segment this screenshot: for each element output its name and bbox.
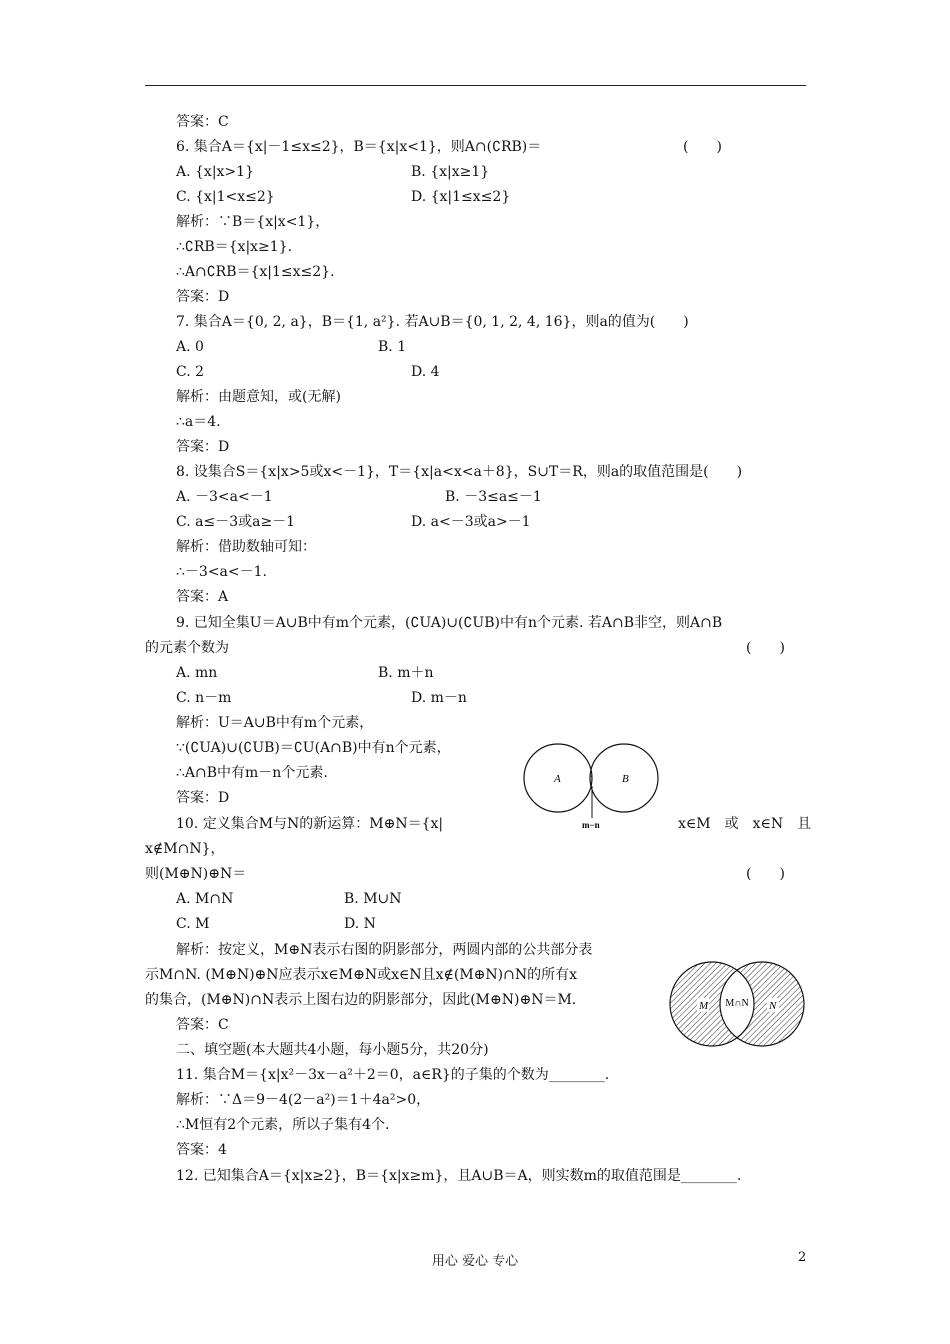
text-line: 则(M⊕N)⊕N＝ — [145, 866, 247, 882]
text-line: ∴－3<a<－1. — [176, 564, 267, 580]
text-line: B. 1 — [378, 339, 407, 355]
text-line: ( ) — [746, 866, 785, 882]
text-line: 9. 已知全集U＝A∪B中有m个元素，(∁UA)∪(∁UB)中有n个元素. 若A∩B非空，则A∩B — [176, 615, 723, 631]
text-line: A. 0 — [176, 339, 204, 355]
text-line: 12. 已知集合A＝{x|x≥2}，B＝{x|x≥m}，且A∪B＝A，则实数m的取值范围是________. — [176, 1168, 742, 1184]
text-line: 解析：由题意知，或(无解) — [176, 389, 341, 405]
text-line: 解析：借助数轴可知： — [176, 539, 316, 555]
text-line: B. {x|x≥1} — [411, 164, 490, 180]
text-line: 10. 定义集合M与N的新运算：M⊕N＝{x| — [176, 816, 444, 832]
text-line: 的集合，(M⊕N)∩N表示上图右边的阴影部分，因此(M⊕N)⊕N＝M. — [145, 992, 577, 1008]
text-line: 的元素个数为 — [145, 640, 229, 656]
venn-diagram-9 — [522, 738, 672, 830]
text-line: C. {x|1<x≤2} — [176, 189, 275, 205]
text-line: 8. 设集合S＝{x|x>5或x<－1}，T＝{x|a<x<a＋8}，S∪T＝R，则a的取值范围是( ) — [176, 464, 743, 480]
text-line: 解析：∵B＝{x|x<1}， — [176, 214, 330, 230]
venn-label-b: B — [622, 773, 629, 785]
text-line: 解析：∵Δ＝9－4(2－a²)＝1＋4a²>0， — [176, 1092, 431, 1108]
text-line: B. M∪N — [344, 891, 402, 907]
text-line: 答案：D — [176, 790, 230, 806]
text-line: D. N — [344, 916, 376, 932]
header-rule — [145, 85, 806, 86]
text-line: C. n－m — [176, 690, 232, 706]
text-line: 7. 集合A＝{0, 2, a}，B＝{1, a²}. 若A∪B＝{0, 1, 2, 4, 16}，则a的值为( ) — [176, 314, 689, 330]
text-line: C. a≤－3或a≥－1 — [176, 514, 296, 530]
text-line: ∴a＝4. — [176, 414, 221, 430]
text-line: 解析：按定义，M⊕N表示右图的阴影部分，两圆内部的公共部分表 — [176, 942, 593, 958]
venn-label-mn: M∩N — [725, 998, 749, 1009]
text-line: ∴A∩∁RB＝{x|1≤x≤2}. — [176, 264, 335, 280]
venn-label-a: A — [554, 773, 561, 785]
text-line: x∈M 或 x∈N 且 — [678, 816, 812, 832]
footer-text: 用心 爱心 专心 — [431, 1254, 519, 1269]
text-line: 答案：D — [176, 439, 230, 455]
venn-label-m-n: m−n — [582, 820, 600, 830]
text-line: ∴M恒有2个元素，所以子集有4个. — [176, 1117, 390, 1133]
text-line: D. m－n — [411, 690, 467, 706]
text-line: ∵(∁UA)∪(∁UB)＝∁U(A∩B)中有n个元素， — [176, 740, 451, 756]
text-line: C. M — [176, 916, 210, 932]
text-line: B. －3≤a≤－1 — [445, 489, 542, 505]
text-line: A. M∩N — [176, 891, 234, 907]
text-line: 答案：4 — [176, 1142, 227, 1158]
page-number: 2 — [798, 1250, 807, 1265]
text-line: ∴∁RB＝{x|x≥1}. — [176, 239, 293, 255]
text-line: B. m＋n — [378, 665, 434, 681]
venn-diagram-10 — [667, 961, 807, 1047]
text-line: D. {x|1≤x≤2} — [411, 189, 511, 205]
text-line: 11. 集合M＝{x|x²－3x－a²＋2＝0，a∈R}的子集的个数为________. — [176, 1067, 610, 1083]
text-line: A. {x|x>1} — [176, 164, 254, 180]
text-line: x∉M∩N}， — [145, 841, 225, 857]
text-line: 二、填空题(本大题共4小题，每小题5分，共20分) — [176, 1042, 489, 1058]
text-line: D. 4 — [411, 364, 440, 380]
text-line: 示M∩N. (M⊕N)⊕N应表示x∈M⊕N或x∈N且x∉(M⊕N)∩N的所有x — [145, 967, 577, 983]
text-line: 6. 集合A＝{x|－1≤x≤2}，B＝{x|x<1}，则A∩(∁RB)＝ — [176, 139, 542, 155]
text-line: 答案：A — [176, 589, 229, 605]
text-line: A. mn — [176, 665, 218, 681]
venn-label-n: N — [769, 1000, 777, 1012]
text-line: 答案：C — [176, 114, 229, 130]
text-line: ( ) — [746, 640, 785, 656]
text-line: ∴A∩B中有m－n个元素. — [176, 765, 328, 781]
venn-label-m: M — [699, 1000, 709, 1012]
text-line: 解析：U＝A∪B中有m个元素， — [176, 715, 374, 731]
text-line: 答案：D — [176, 289, 230, 305]
text-line: C. 2 — [176, 364, 205, 380]
text-line: D. a<－3或a>－1 — [411, 514, 531, 530]
text-line: A. －3<a<－1 — [176, 489, 273, 505]
text-line: 答案：C — [176, 1017, 229, 1033]
text-line: ( ) — [683, 139, 722, 155]
